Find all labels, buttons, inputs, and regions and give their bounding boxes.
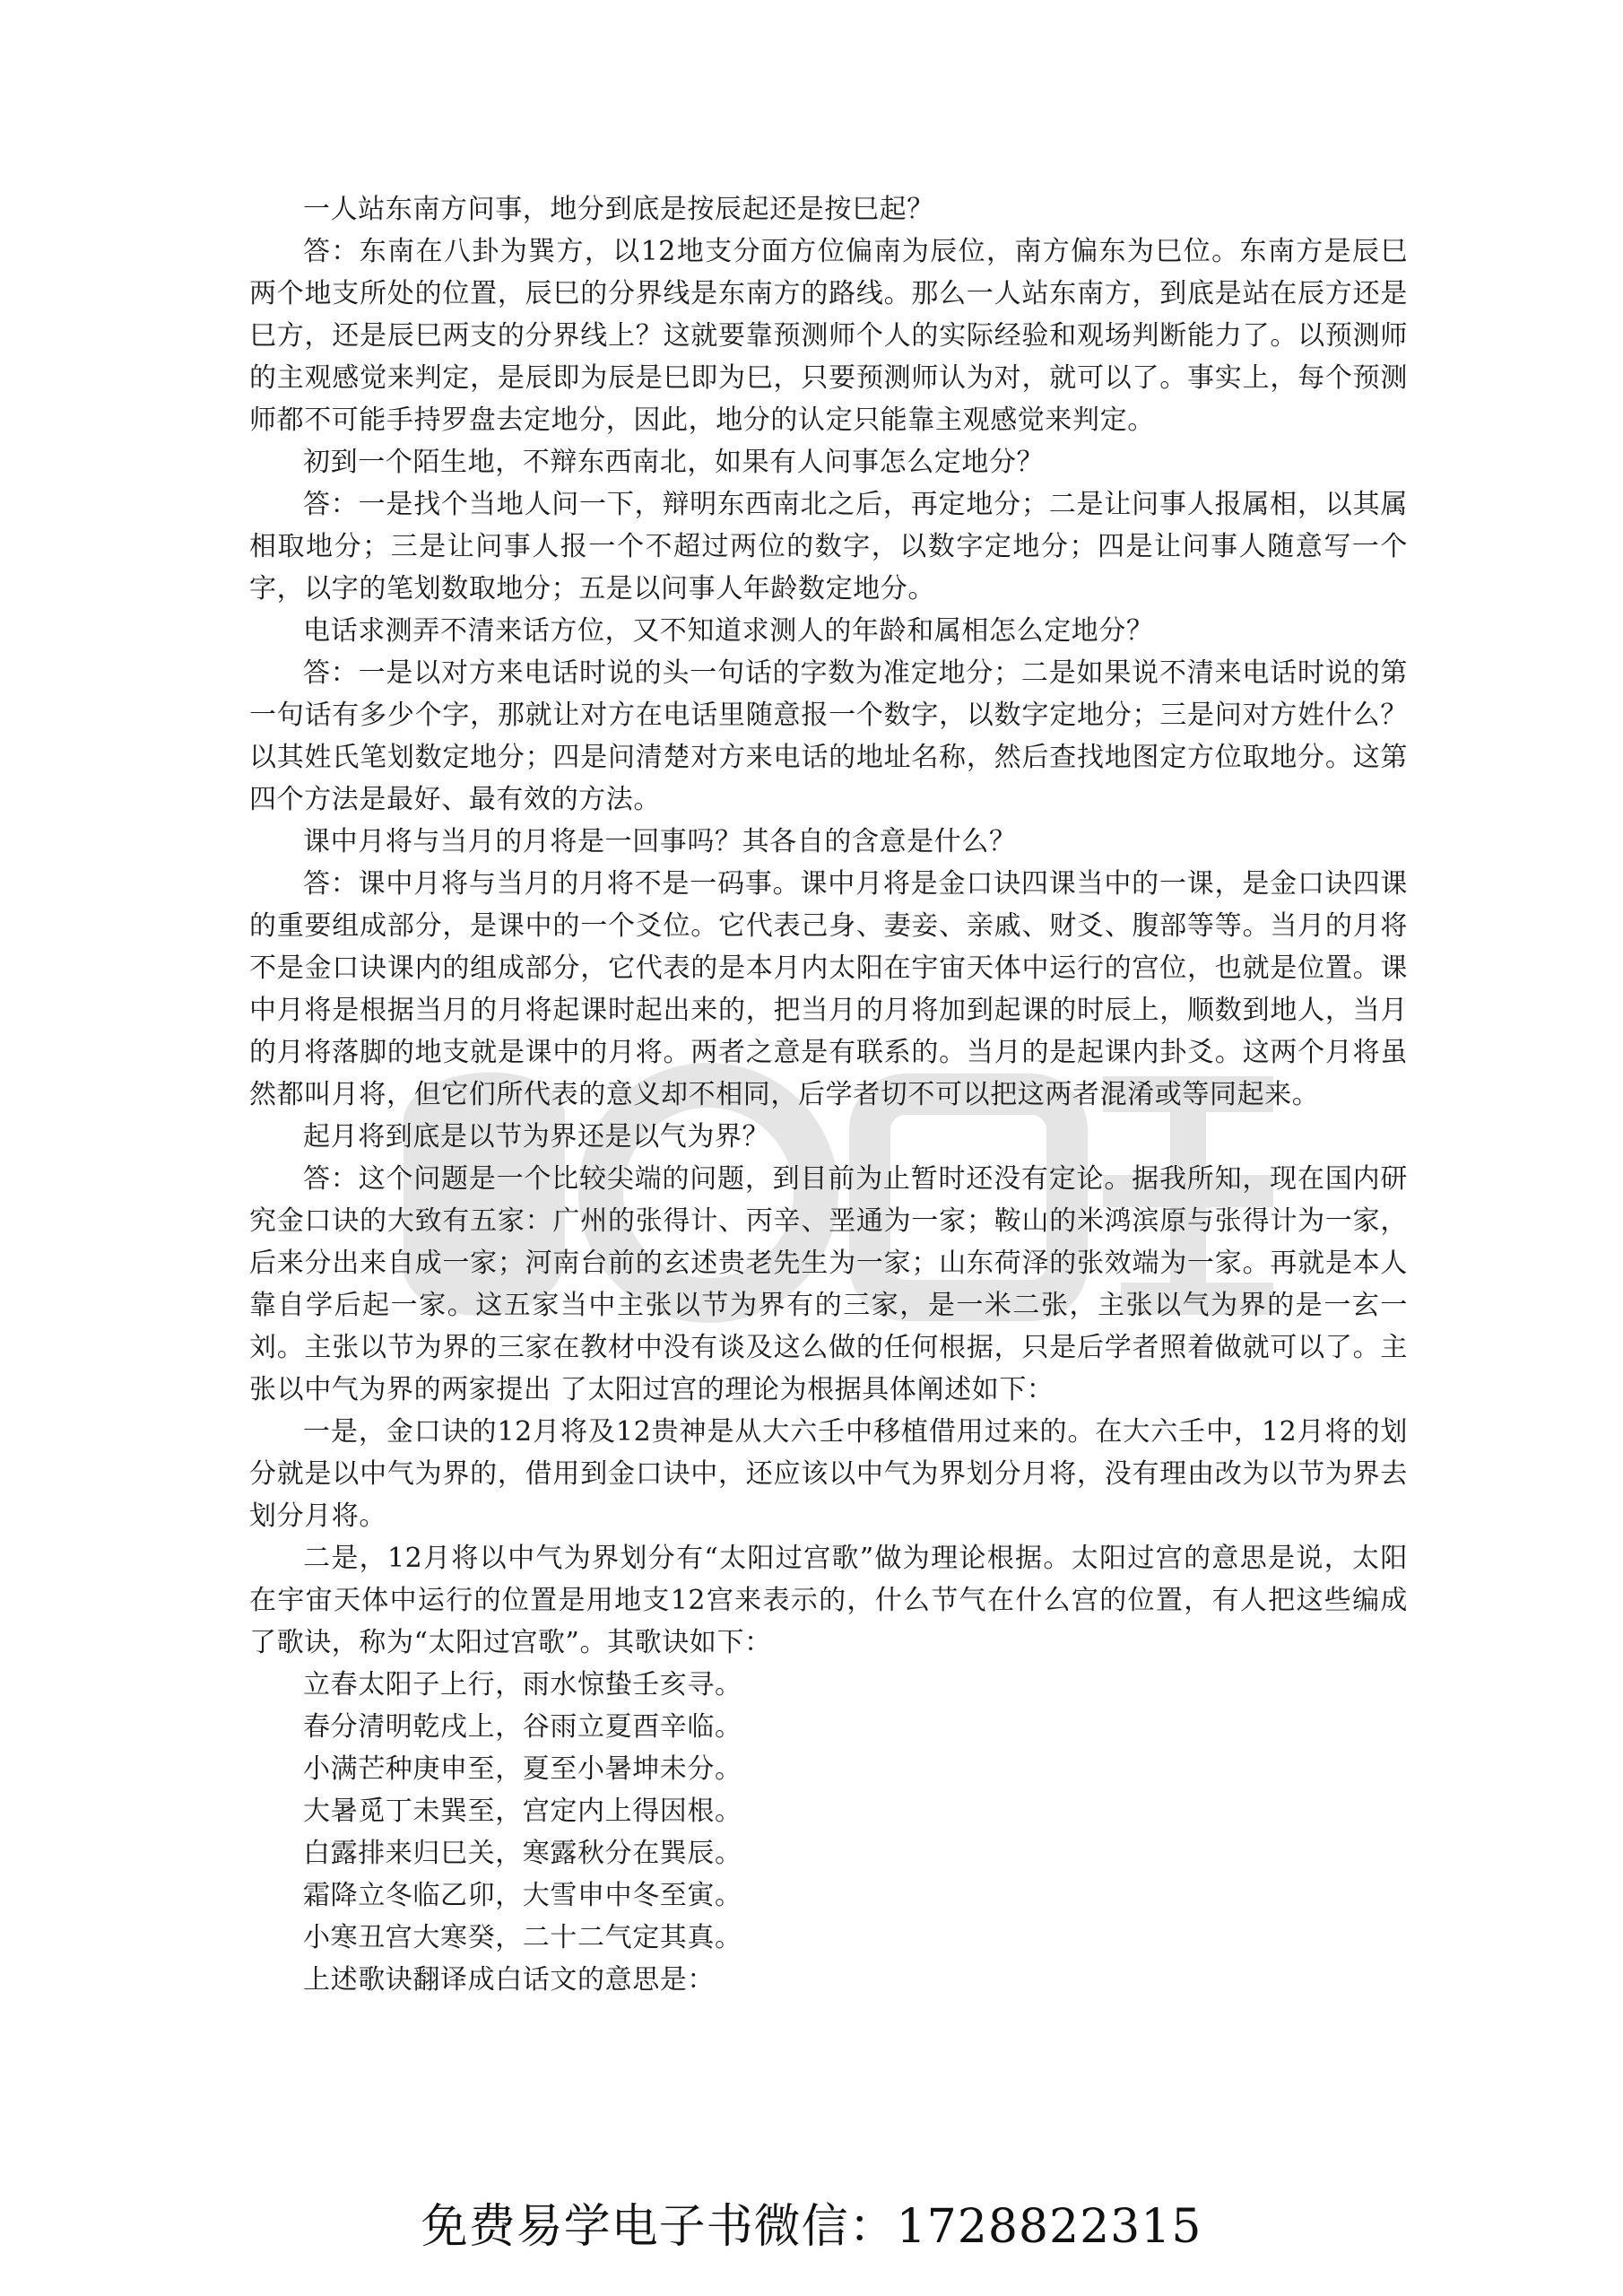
paragraph: 电话求测弄不清来话方位，又不知道求测人的年龄和属相怎么定地分？	[303, 615, 1154, 647]
paragraph: 初到一个陌生地，不辩东西南北，如果有人问事怎么定地分？	[303, 447, 1045, 478]
poem-line: 小满芒种庚申至，夏至小暑坤未分。	[303, 1753, 742, 1785]
footer-contact: 免费易学电子书微信：1728822315	[421, 2200, 1202, 2254]
paragraph: 答：一是以对方来电话时说的头一句话的字数为准定地分；二是如果说不清来电话时说的第一句话有多少个字，那就让对方在电话里随意报一个数字，以数字定地分；三是问对方姓什么？以其姓氏笔划数定地分；四是问清楚对方来电话的地址名称，然后查找地图定方位取地分。这第四个方法是最好、最有效的方法。	[249, 657, 1408, 815]
poem-block	[249, 1664, 1408, 1959]
document-body	[249, 188, 1408, 2001]
poem-line: 白露排来归巳关，寒露秋分在巽辰。	[303, 1838, 742, 1869]
paragraph: 答：东南在八卦为巽方，以12地支分面方位偏南为辰位，南方偏东为巳位。东南方是辰巳两个地支所处的位置，辰巳的分界线是东南方的路线。那么一人站东南方，到底是站在辰方还是巳方，还是辰巳两支的分界线上？这就要靠预测师个人的实际经验和观场判断能力了。以预测师的主观感觉来判定，是辰即为辰是巳即为巳，只要预测师认为对，就可以了。事实上，每个预测师都不可能手持罗盘去定地分，因此，地分的认定只能靠主观感觉来判定。	[249, 236, 1408, 436]
poem-line: 立春太阳子上行，雨水惊蛰壬亥寻。	[303, 1669, 742, 1700]
poem-line: 春分清明乾戌上，谷雨立夏酉辛临。	[303, 1711, 742, 1743]
paragraph: 答：课中月将与当月的月将不是一码事。课中月将是金口诀四课当中的一课，是金口诀四课的重要组成部分，是课中的一个爻位。它代表己身、妻妾、亲戚、财爻、腹部等等。当月的月将不是金口诀课内的组成部分，它代表的是本月内太阳在宇宙天体中运行的宫位，也就是位置。课中月将是根据当月的月将起课时起出来的，把当月的月将加到起课的时辰上，顺数到地人，当月的月将落脚的地支就是课中的月将。两者之意是有联系的。当月的是起课内卦爻。这两个月将虽然都叫月将，但它们所代表的意义却不相同，后学者切不可以把这两者混淆或等同起来。	[249, 868, 1408, 1110]
closing-line: 上述歌诀翻译成白话文的意思是：	[303, 1964, 715, 1996]
poem-line: 小寒丑宫大寒癸，二十二气定其真。	[303, 1922, 742, 1953]
paragraph: 二是，12月将以中气为界划分有“太阳过宫歌”做为理论根据。太阳过宫的意思是说，太阳在宇宙天体中运行的位置是用地支12宫来表示的，什么节气在什么宫的位置，有人把这些编成了歌诀，称为“太阳过宫歌”。其歌诀如下：	[249, 1543, 1408, 1658]
paragraph: 答：一是找个当地人问一下，辩明东西南北之后，再定地分；二是让问事人报属相，以其属相取地分；三是让问事人报一个不超过两位的数字，以数字定地分；四是让问事人随意写一个字，以字的笔划数取地分；五是以问事人年龄数定地分。	[249, 489, 1408, 604]
poem-line: 霜降立冬临乙卯，大雪申中冬至寅。	[303, 1880, 742, 1911]
paragraph: 答：这个问题是一个比较尖端的问题，到目前为止暂时还没有定论。据我所知，现在国内研究金口诀的大致有五家：广州的张得计、丙辛、垩通为一家；鞍山的米鸿滨原与张得计为一家，后来分出来自成一家；河南台前的玄述贵老先生为一家；山东荷泽的张效端为一家。再就是本人靠自学后起一家。这五家当中主张以节为界有的三家，是一米二张，主张以气为界的是一玄一刘。主张以节为界的三家在教材中没有谈及这么做的任何根据，只是后学者照着做就可以了。主张以中气为界的两家提出 了太阳过宫的理论为根据具体阐述如下：	[249, 1163, 1408, 1405]
paragraph: 课中月将与当月的月将是一回事吗？其各自的含意是什么？	[303, 826, 1017, 857]
paragraph: 一人站东南方问事，地分到底是按辰起还是按巳起？	[303, 194, 934, 225]
poem-line: 大暑觅丁未巽至，宫定内上得因根。	[303, 1796, 742, 1827]
paragraph: 起月将到底是以节为界还是以气为界？	[303, 1121, 770, 1152]
paragraph: 一是，金口诀的12月将及12贵神是从大六壬中移植借用过来的。在大六壬中，12月将的划分就是以中气为界的，借用到金口诀中，还应该以中气为界划分月将，没有理由改为以节为界去划分月将。	[249, 1416, 1408, 1532]
